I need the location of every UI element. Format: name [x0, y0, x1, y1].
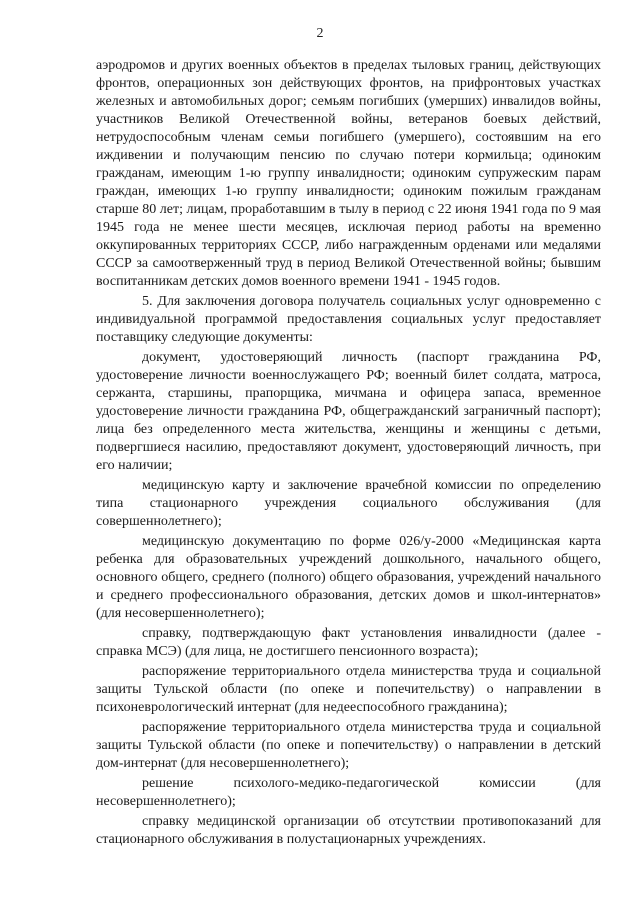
paragraph-order-orphanage: распоряжение территориального отдела министерства труда и социальной защиты Тульской области (по опеке и попечительству) о направлении в детский дом-интернат (для несовершеннолетнего); — [96, 720, 601, 771]
paragraph-disability-certificate: справку, подтверждающую факт установления инвалидности (далее - справка МСЭ) (для лица, не достигшего пенсионного возраста); — [96, 626, 601, 659]
paragraph-medical-certificate: справку медицинской организации об отсутствии противопоказаний для стационарного обслуживания в полустационарных учреждениях. — [96, 814, 601, 847]
paragraph-item-5: 5. Для заключения договора получатель социальных услуг одновременно с индивидуальной программой предоставления социальных услуг предоставляет поставщику следующие документы: — [96, 294, 601, 345]
paragraph-pmpk-decision: решение психолого-медико-педагогической комиссии (для несовершеннолетнего); — [96, 776, 601, 809]
paragraph-medical-documentation: медицинскую документацию по форме 026/у-2000 «Медицинская карта ребенка для образовательных учреждений дошкольного, начального общего, основного общего, среднего (полного) общего образования, учреждений начального и среднего профессионального образования, детских домов и школ-интернатов» (для несовершеннолетнего); — [96, 534, 601, 621]
document-body — [96, 57, 601, 851]
paragraph-identity-document: документ, удостоверяющий личность (паспорт гражданина РФ, удостоверение личности военнослужащего РФ; военный билет солдата, матроса, сержанта, старшины, прапорщика, мичмана и офицера запаса, временное удостоверение личности гражданина РФ, общегражданский заграничный паспорт); лица без определенного места жительства, женщины и женщины с детьми, подвергшиеся насилию, предоставляют документ, удостоверяющий личность, при его наличии; — [96, 350, 601, 473]
paragraph-continuation: аэродромов и других военных объектов в пределах тыловых границ, действующих фронтов, операционных зон действующих фронтов, на прифронтовых участках железных и автомобильных дорог; семьям погибших (умерших) инвалидов войны, участников Великой Отечественной войны, ветеранов боевых действий, нетрудоспособным членам семьи погибшего (умершего), состоявшим на его иждивении и получающим пенсию по случаю потери кормильца; одиноким гражданам, имеющим 1-ю группу инвалидности; одиноким супружеским парам граждан, имеющих 1-ю группу инвалидности; одиноким пожилым гражданам старше 80 лет; лицам, проработавшим в тылу в период с 22 июня 1941 года по 9 мая 1945 года не менее шести месяцев, исключая период работы на временно оккупированных территориях СССР, либо награжденным орденами или медалями СССР за самоотверженный труд в период Великой Отечественной войны; бывшим воспитанникам детских домов военного времени 1941 - 1945 годов. — [96, 58, 601, 289]
paragraph-order-psychoneurological: распоряжение территориального отдела министерства труда и социальной защиты Тульской области (по опеке и попечительству) о направлении в психоневрологический интернат (для недееспособного гражданина); — [96, 664, 601, 715]
page-number: 2 — [316, 26, 324, 41]
paragraph-medical-card: медицинскую карту и заключение врачебной комиссии по определению типа стационарного учреждения социального обслуживания (для совершеннолетнего); — [96, 478, 601, 529]
